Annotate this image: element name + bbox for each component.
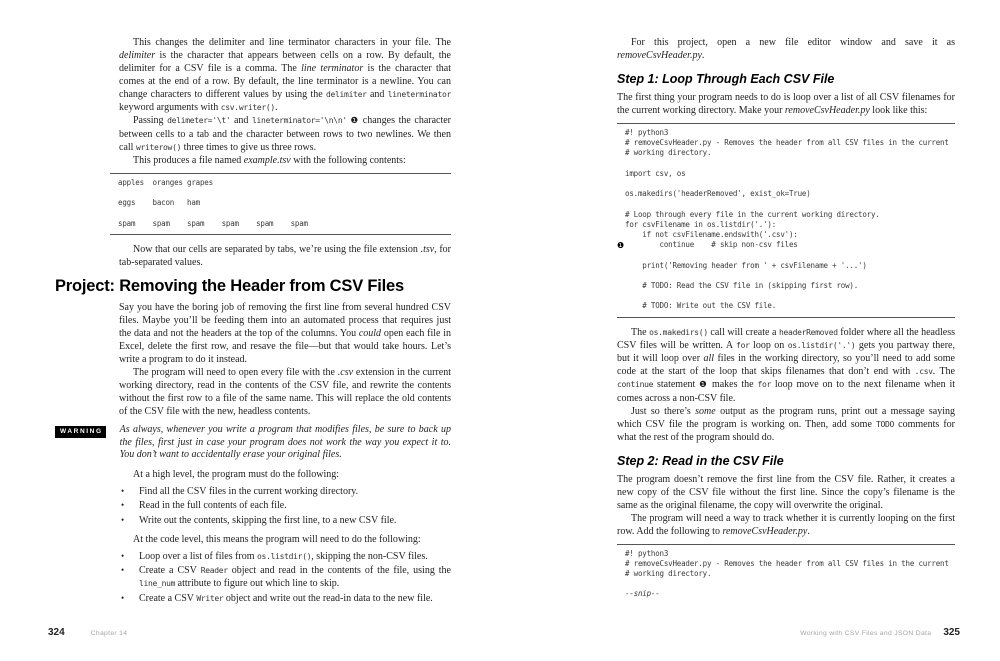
text-run: This produces a file named bbox=[133, 155, 244, 166]
text-run: .csv bbox=[337, 367, 354, 379]
text-run: At the code level, this means the program will need to do the following: bbox=[133, 533, 421, 545]
text-run: call will create a bbox=[707, 326, 780, 338]
text-run: removeCsvHeader.py bbox=[617, 50, 702, 61]
paragraph-high-level bbox=[119, 468, 451, 481]
paragraph-code-level bbox=[119, 533, 451, 546]
text-run: could bbox=[358, 328, 382, 340]
inline-code: os.listdir() bbox=[257, 551, 312, 561]
text-run: delimiter bbox=[119, 50, 156, 61]
paragraph-makedirs bbox=[617, 326, 955, 405]
text-run: . bbox=[807, 525, 810, 537]
warning-badge: WARNING bbox=[55, 426, 106, 438]
bullet-icon: • bbox=[121, 485, 125, 496]
code-line bbox=[118, 209, 451, 219]
list-item bbox=[119, 592, 451, 605]
text-run: files in the working directory, so you’ll need to add some code at the start of the loop that skips filenames that don’t end with bbox=[617, 352, 955, 377]
text-run: This changes the delimiter and line terminator characters in your file. The bbox=[133, 37, 451, 48]
code-line bbox=[625, 138, 955, 148]
code-line bbox=[118, 188, 451, 198]
text-run: with the following contents: bbox=[290, 155, 406, 166]
bullet-icon: • bbox=[121, 565, 125, 576]
code-text bbox=[625, 291, 629, 300]
text-run: loop on bbox=[749, 339, 788, 351]
text-run: line terminator bbox=[301, 63, 364, 74]
code-listing-tsv-output bbox=[110, 173, 451, 235]
list-item-text bbox=[139, 564, 451, 590]
text-run: example.tsv bbox=[243, 155, 291, 166]
code-text: apples oranges grapes bbox=[118, 178, 213, 187]
text-run: object and read in the contents of the file, using the bbox=[227, 565, 451, 577]
code-listing-remove-csv-header bbox=[617, 123, 955, 318]
section-heading-project: Project: Removing the Header from CSV Files bbox=[55, 277, 404, 296]
list-item-text bbox=[139, 550, 451, 563]
code-text: if not csvFilename.endswith('.csv'): bbox=[625, 230, 798, 240]
text-run: Read in the full contents of each file. bbox=[139, 500, 287, 512]
paragraph-produces-file bbox=[119, 154, 451, 167]
inline-code: line_num bbox=[139, 579, 176, 589]
code-line bbox=[625, 589, 955, 599]
text-run: and bbox=[230, 115, 253, 126]
text-run: The program will need to open every file with the bbox=[133, 367, 338, 379]
code-line bbox=[625, 271, 955, 281]
code-line bbox=[625, 128, 955, 138]
text-run: Say you have the boring job of removing the first line from several hundred CSV files. Maybe you’ll be feeding them into an automated process that requires just the data and not the headers at the top of the columns. You bbox=[119, 302, 451, 340]
text-run: is the character that appears between cells on a row. By default, the delimiter for a CSV file is a comma. The bbox=[119, 50, 451, 74]
text-run: is the character that comes at the end of a row. By default, the line terminator is a newline. You can change characters to different values by using the bbox=[119, 63, 452, 100]
chapter-label: Chapter 14 bbox=[90, 630, 128, 637]
inline-code: delimiter bbox=[325, 90, 367, 99]
code-line bbox=[625, 159, 955, 169]
code-line bbox=[625, 230, 955, 240]
paragraph-doesnt-remove bbox=[617, 473, 955, 512]
text-run: gets you partway there, but it will loop over bbox=[617, 339, 955, 364]
text-run: three times to give us three rows. bbox=[181, 142, 317, 153]
code-text: # working directory. bbox=[625, 569, 712, 579]
page-325 bbox=[617, 0, 955, 661]
code-text: eggs bacon ham bbox=[118, 198, 200, 208]
footer-right bbox=[800, 627, 960, 638]
bullet-icon: • bbox=[121, 550, 125, 561]
text-run: and bbox=[366, 89, 388, 100]
code-line bbox=[617, 240, 955, 250]
inline-code: for bbox=[736, 340, 750, 350]
code-line bbox=[625, 579, 955, 589]
bullet-icon: • bbox=[121, 514, 125, 525]
code-line bbox=[625, 210, 955, 220]
code-text bbox=[625, 159, 629, 168]
inline-code: os.listdir('.') bbox=[787, 340, 856, 350]
paragraph-some-output bbox=[617, 405, 955, 444]
text-run: statement bbox=[653, 378, 700, 390]
code-text bbox=[625, 250, 629, 259]
section-label: Working with CSV Files and JSON Data bbox=[800, 630, 932, 637]
inline-code: for bbox=[757, 379, 771, 389]
code-text: import csv, os bbox=[625, 168, 686, 178]
text-run: changes the character between cells to a tab and the character between rows to two newlines. We then call bbox=[119, 115, 452, 153]
code-line bbox=[625, 179, 955, 189]
footer-left bbox=[48, 627, 127, 638]
text-run: removeCsvHeader.py bbox=[722, 525, 808, 537]
code-line bbox=[625, 250, 955, 260]
code-text: for csvFilename in os.listdir('.'): bbox=[625, 219, 777, 229]
list-item-text bbox=[139, 592, 451, 605]
inline-code: lineterminator bbox=[387, 90, 451, 99]
paragraph-tsv-extension bbox=[119, 243, 451, 269]
list-item bbox=[119, 564, 451, 590]
bullet-list-code-level bbox=[119, 550, 451, 605]
code-line bbox=[625, 559, 955, 569]
list-item bbox=[119, 514, 451, 527]
text-run: , for tab-separated values. bbox=[119, 244, 451, 269]
text-run: some bbox=[695, 405, 716, 417]
text-run: attribute to figure out which line to skip. bbox=[175, 578, 340, 590]
text-run: Just so there’s bbox=[631, 405, 696, 417]
code-text: print('Removing header from ' + csvFilename + '...') bbox=[625, 260, 867, 270]
text-run: The program will need a way to track whether it is currently looping on the first row. Add the following to bbox=[617, 512, 955, 537]
inline-code: headerRemoved bbox=[779, 327, 838, 337]
text-run: . bbox=[274, 102, 278, 113]
code-line bbox=[625, 148, 955, 158]
inline-code: os.makedirs() bbox=[649, 327, 708, 337]
inline-code: csv.writer() bbox=[220, 103, 275, 112]
page-324 bbox=[55, 0, 451, 661]
code-line bbox=[625, 220, 955, 230]
code-text: # removeCsvHeader.py - Removes the header from all CSV files in the current bbox=[625, 558, 949, 568]
inline-code: delimeter='\t' bbox=[167, 116, 231, 125]
text-run: Now that our cells are separated by tabs, we’re using the file extension bbox=[133, 244, 421, 256]
text-run: , skipping the non-CSV files. bbox=[311, 550, 428, 562]
text-run: The program doesn’t remove the first line from the CSV file. Rather, it creates a new copy of the CSV file without the first line. Since the copy’s filename is the same as the original filename, the copy will overwrite the original. bbox=[617, 473, 955, 511]
warning-note bbox=[55, 424, 451, 462]
code-text bbox=[625, 179, 629, 188]
text-run: output as the program runs, print out a message saying which CSV file the program is working on. Then, add some bbox=[617, 405, 955, 430]
inline-code: Writer bbox=[196, 593, 224, 603]
code-line bbox=[625, 169, 955, 179]
code-text: #! python3 bbox=[625, 548, 669, 558]
step-2-heading: Step 2: Read in the CSV File bbox=[617, 453, 784, 468]
code-line bbox=[118, 178, 451, 188]
code-line bbox=[625, 569, 955, 579]
text-run: makes the bbox=[708, 378, 758, 390]
page-number-right: 325 bbox=[943, 627, 960, 638]
paragraph-program-needs bbox=[119, 366, 451, 418]
list-item bbox=[119, 485, 451, 498]
code-text: continue # skip non-csv files bbox=[625, 240, 798, 250]
code-text bbox=[118, 188, 122, 197]
text-run: . bbox=[701, 50, 705, 61]
page-number-left: 324 bbox=[48, 627, 65, 638]
text-run: Passing bbox=[133, 115, 168, 126]
text-run: .tsv bbox=[420, 244, 435, 256]
code-line bbox=[118, 198, 451, 208]
text-run: comments for what the rest of the program should do. bbox=[617, 418, 955, 443]
code-line bbox=[625, 199, 955, 209]
code-text: # removeCsvHeader.py - Removes the header from all CSV files in the current bbox=[625, 138, 949, 148]
bullet-icon: • bbox=[121, 592, 125, 603]
text-run: all bbox=[703, 352, 715, 364]
text-run: Create a CSV bbox=[139, 592, 197, 604]
callout-1-icon: ❶ bbox=[350, 116, 360, 126]
code-line bbox=[625, 261, 955, 271]
bullet-list-high-level bbox=[119, 485, 451, 527]
step-1-heading: Step 1: Loop Through Each CSV File bbox=[617, 72, 835, 86]
code-line bbox=[625, 281, 955, 291]
text-run: folder where all the headless CSV files will be written. A bbox=[617, 326, 955, 351]
inline-code: TODO bbox=[875, 419, 895, 429]
list-item-text bbox=[139, 499, 451, 512]
inline-code: Reader bbox=[200, 566, 228, 576]
warning-text: As always, whenever you write a program that modifies files, be sure to back up the files, first just in case your program does not work the way you expect it to. You don’t want to accidentally erase your original files. bbox=[119, 424, 451, 461]
code-text bbox=[625, 271, 629, 280]
paragraph-open-editor bbox=[617, 36, 955, 62]
inline-code: writerow() bbox=[135, 143, 182, 152]
list-item-text bbox=[139, 485, 451, 498]
text-run: Create a CSV bbox=[139, 565, 201, 577]
text-run: look like this: bbox=[869, 105, 928, 116]
code-text: # TODO: Read the CSV file in (skipping first row). bbox=[625, 281, 859, 291]
code-text: #! python3 bbox=[625, 128, 669, 137]
inline-code: .csv bbox=[914, 366, 933, 376]
text-run: . The bbox=[932, 365, 955, 377]
text-run: object and write out the read-in data to the new file. bbox=[223, 592, 433, 604]
text-run: Find all the CSV files in the current working directory. bbox=[139, 485, 359, 497]
code-text bbox=[118, 209, 122, 218]
inline-code: lineterminator='\n\n' bbox=[252, 116, 347, 125]
paragraph-delimiter-intro bbox=[119, 36, 451, 114]
bullet-icon: • bbox=[121, 500, 125, 511]
inline-code: continue bbox=[617, 379, 654, 389]
text-run: loop move on to the next filename when it comes across a non-CSV file. bbox=[617, 378, 956, 404]
code-text: os.makedirs('headerRemoved', exist_ok=True) bbox=[625, 189, 811, 199]
code-text: # TODO: Write out the CSV file. bbox=[625, 301, 777, 311]
code-text bbox=[625, 579, 629, 588]
callout-1-icon: ❶ bbox=[699, 379, 709, 390]
text-run: The first thing your program needs to do is loop over a list of all CSV filenames for the current working directory. Make your bbox=[617, 92, 955, 116]
paragraph-boring-job bbox=[119, 301, 451, 366]
text-run: removeCsvHeader.py bbox=[784, 105, 870, 116]
code-line bbox=[625, 291, 955, 301]
code-text: # working directory. bbox=[625, 148, 712, 158]
text-run: open each file in Excel, delete the first row, and resave the file—but that would take hours. Let’s write a program to do it instead. bbox=[119, 328, 451, 366]
callout-1-icon: ❶ bbox=[617, 240, 625, 250]
text-run: keyword arguments with bbox=[119, 102, 221, 113]
text-run: extension in the current working directory, read in the contents of the CSV file, and rewrite the contents without the first row to a file of the same name. This will replace the old contents of the CSV file with the new, headless contents. bbox=[119, 367, 451, 418]
code-text: # Loop through every file in the current working directory. bbox=[625, 209, 880, 219]
text-run: For this project, open a new file editor window and save it as bbox=[631, 37, 955, 48]
code-text: spam spam spam spam spam spam bbox=[118, 218, 308, 228]
code-line bbox=[625, 189, 955, 199]
text-run: Loop over a list of files from bbox=[139, 550, 258, 562]
code-text: --snip-- bbox=[625, 589, 660, 599]
code-text bbox=[625, 199, 629, 208]
code-line bbox=[625, 549, 955, 559]
text-run: Write out the contents, skipping the first line, to a new CSV file. bbox=[139, 514, 397, 526]
list-item-text bbox=[139, 514, 451, 527]
list-item bbox=[119, 550, 451, 563]
paragraph-track-looping bbox=[617, 512, 955, 538]
code-listing-snip bbox=[617, 544, 955, 605]
paragraph-first-thing bbox=[617, 91, 955, 117]
text-run: At a high level, the program must do the following: bbox=[133, 468, 340, 480]
list-item bbox=[119, 499, 451, 512]
text-run: The bbox=[631, 326, 650, 338]
paragraph-passing-delimiter bbox=[119, 114, 451, 154]
code-line bbox=[118, 219, 451, 229]
code-line bbox=[625, 301, 955, 311]
